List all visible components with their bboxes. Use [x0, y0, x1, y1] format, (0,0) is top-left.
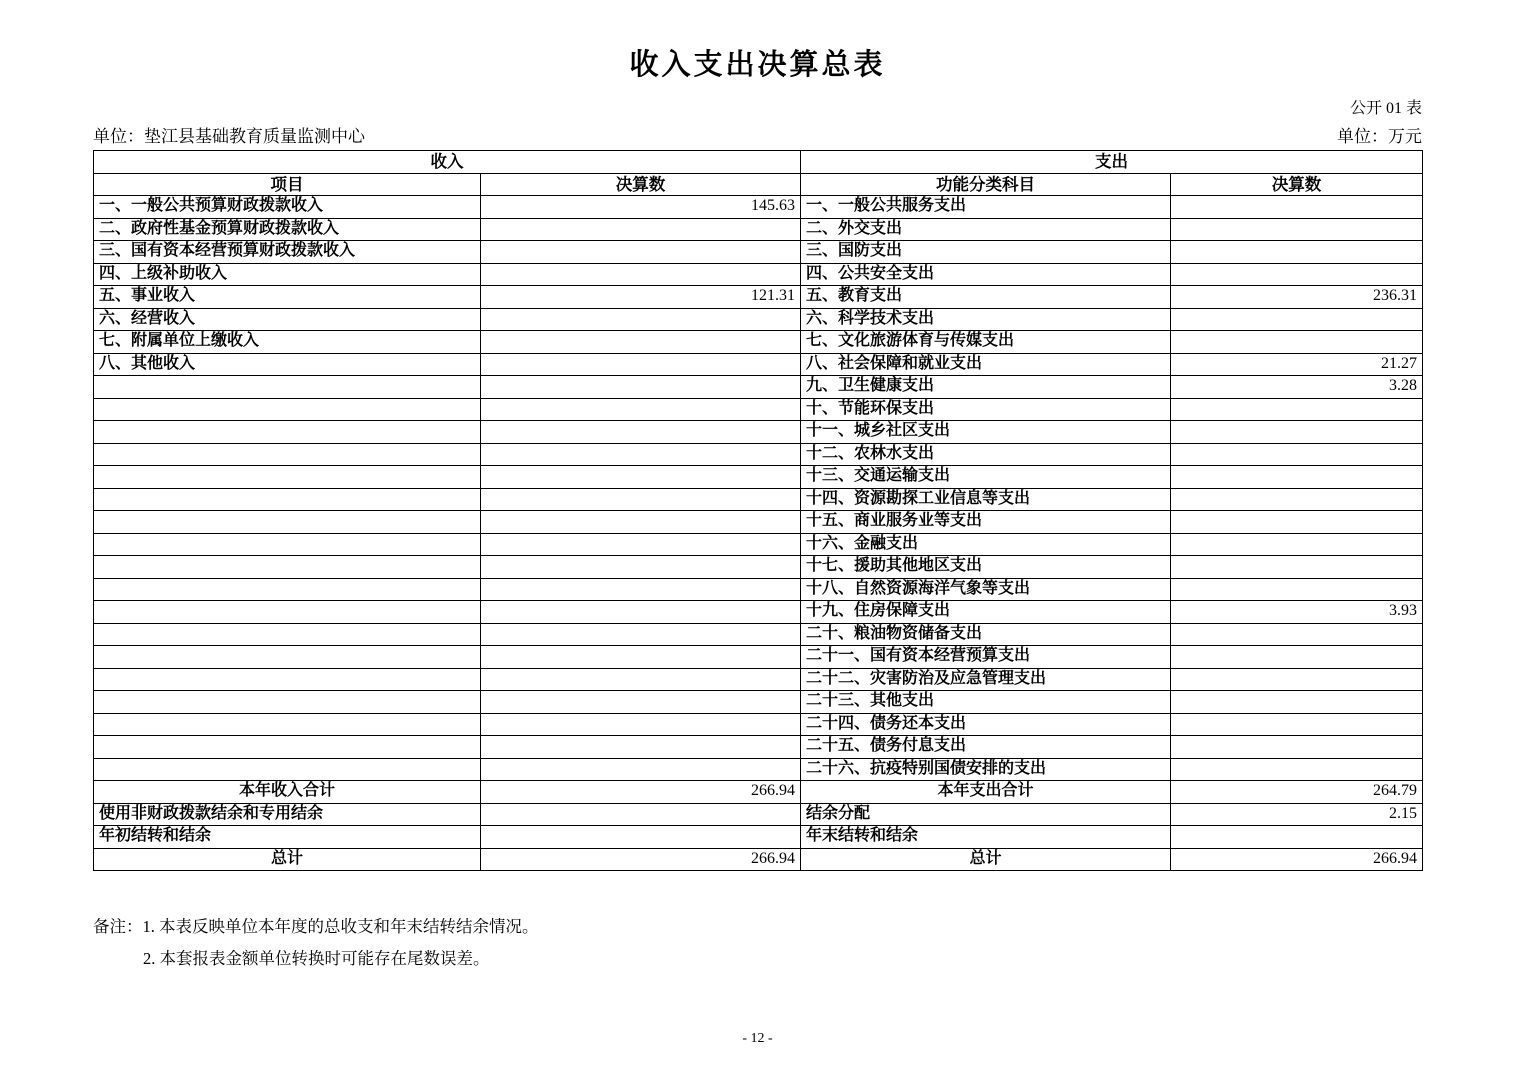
expense-item-cell: 二十三、其他支出 [801, 691, 1171, 714]
expense-item-cell: 十三、交通运输支出 [801, 466, 1171, 489]
expense-amount-cell [1171, 668, 1423, 691]
table-row [94, 466, 1423, 489]
income-amount-cell [481, 331, 801, 354]
income-item-cell [94, 488, 481, 511]
expense-amount-cell [1171, 308, 1423, 331]
income-section-header: 收入 [94, 151, 801, 174]
income-item-cell [94, 511, 481, 534]
col-header-expense-amount: 决算数 [1171, 173, 1423, 196]
income-amount-cell [481, 376, 801, 399]
table-row [94, 376, 1423, 399]
table-body [94, 196, 1423, 871]
table-row [94, 601, 1423, 624]
table-row [94, 646, 1423, 669]
expense-amount-cell [1171, 826, 1423, 849]
table-row [94, 758, 1423, 781]
income-item-cell [94, 556, 481, 579]
note-line-2: 2. 本套报表金额单位转换时可能存在尾数误差。 [143, 949, 490, 968]
table-row [94, 533, 1423, 556]
summary-row [94, 848, 1423, 871]
expense-item-cell: 十一、城乡社区支出 [801, 421, 1171, 444]
income-amount-cell [481, 713, 801, 736]
expense-amount-cell [1171, 196, 1423, 219]
income-amount-cell: 145.63 [481, 196, 801, 219]
expense-item-cell: 二十一、国有资本经营预算支出 [801, 646, 1171, 669]
income-item-cell [94, 758, 481, 781]
expense-amount-cell [1171, 736, 1423, 759]
expense-amount-cell [1171, 466, 1423, 489]
expense-amount-cell [1171, 578, 1423, 601]
table-row [94, 443, 1423, 466]
income-item-cell [94, 646, 481, 669]
expense-amount-cell [1171, 331, 1423, 354]
table-row [94, 668, 1423, 691]
page-title: 收入支出决算总表 [629, 49, 886, 81]
expense-amount-cell [1171, 623, 1423, 646]
table-row [94, 713, 1423, 736]
income-amount-cell [481, 421, 801, 444]
note-line-1: 备注：1. 本表反映单位本年度的总收支和年末结转结余情况。 [93, 917, 539, 936]
table-row [94, 421, 1423, 444]
table-row [94, 308, 1423, 331]
income-amount-cell [481, 263, 801, 286]
expense-item-cell: 十八、自然资源海洋气象等支出 [801, 578, 1171, 601]
expense-amount-cell [1171, 263, 1423, 286]
income-item-cell: 年初结转和结余 [94, 826, 481, 849]
income-amount-cell [481, 758, 801, 781]
income-item-cell: 三、国有资本经营预算财政拨款收入 [94, 241, 481, 264]
income-amount-cell [481, 308, 801, 331]
income-amount-cell [481, 398, 801, 421]
column-header-row [94, 173, 1423, 196]
income-amount-cell [481, 241, 801, 264]
summary-row [94, 803, 1423, 826]
unit-name: 单位：垫江县基础教育质量监测中心 [93, 127, 365, 146]
table-row [94, 691, 1423, 714]
unit-row [93, 122, 1422, 147]
expense-amount-cell: 236.31 [1171, 286, 1423, 309]
income-amount-cell [481, 488, 801, 511]
expense-amount-cell: 2.15 [1171, 803, 1423, 826]
income-amount-cell [481, 601, 801, 624]
income-item-cell: 六、经营收入 [94, 308, 481, 331]
income-item-cell: 五、事业收入 [94, 286, 481, 309]
income-amount-cell [481, 691, 801, 714]
income-item-cell: 本年收入合计 [94, 781, 481, 804]
expense-item-cell: 十六、金融支出 [801, 533, 1171, 556]
expense-item-cell: 结余分配 [801, 803, 1171, 826]
table-row [94, 331, 1423, 354]
income-item-cell [94, 601, 481, 624]
income-amount-cell [481, 578, 801, 601]
expense-amount-cell [1171, 533, 1423, 556]
expense-amount-cell [1171, 241, 1423, 264]
expense-item-cell: 二十二、灾害防治及应急管理支出 [801, 668, 1171, 691]
expense-item-cell: 九、卫生健康支出 [801, 376, 1171, 399]
income-item-cell: 四、上级补助收入 [94, 263, 481, 286]
summary-row [94, 826, 1423, 849]
table-row [94, 623, 1423, 646]
expense-item-cell: 十二、农林水支出 [801, 443, 1171, 466]
table-row [94, 218, 1423, 241]
expense-section-header: 支出 [801, 151, 1423, 174]
expense-item-cell: 五、教育支出 [801, 286, 1171, 309]
income-amount-cell [481, 511, 801, 534]
expense-amount-cell: 264.79 [1171, 781, 1423, 804]
table-row [94, 511, 1423, 534]
income-item-cell [94, 533, 481, 556]
income-amount-cell [481, 803, 801, 826]
income-amount-cell [481, 218, 801, 241]
expense-item-cell: 十九、住房保障支出 [801, 601, 1171, 624]
table-row [94, 556, 1423, 579]
expense-amount-cell [1171, 646, 1423, 669]
expense-item-cell: 十、节能环保支出 [801, 398, 1171, 421]
income-amount-cell [481, 533, 801, 556]
income-item-cell [94, 443, 481, 466]
income-amount-cell: 266.94 [481, 848, 801, 871]
income-item-cell [94, 578, 481, 601]
section-header-row [94, 151, 1423, 174]
expense-amount-cell: 21.27 [1171, 353, 1423, 376]
income-amount-cell: 121.31 [481, 286, 801, 309]
income-amount-cell [481, 826, 801, 849]
expense-item-cell: 七、文化旅游体育与传媒支出 [801, 331, 1171, 354]
expense-amount-cell [1171, 556, 1423, 579]
table-row [94, 578, 1423, 601]
summary-row [94, 781, 1423, 804]
table-row [94, 736, 1423, 759]
table-row [94, 196, 1423, 219]
table-row [94, 241, 1423, 264]
page-number: - 12 - [742, 1031, 773, 1046]
expense-item-cell: 三、国防支出 [801, 241, 1171, 264]
expense-item-cell: 二十四、债务还本支出 [801, 713, 1171, 736]
expense-item-cell: 本年支出合计 [801, 781, 1171, 804]
income-item-cell: 一、一般公共预算财政拨款收入 [94, 196, 481, 219]
expense-amount-cell [1171, 758, 1423, 781]
income-amount-cell [481, 668, 801, 691]
income-amount-cell [481, 646, 801, 669]
expense-item-cell: 十七、援助其他地区支出 [801, 556, 1171, 579]
expense-item-cell: 四、公共安全支出 [801, 263, 1171, 286]
expense-amount-cell [1171, 713, 1423, 736]
income-amount-cell [481, 443, 801, 466]
expense-item-cell: 十四、资源勘探工业信息等支出 [801, 488, 1171, 511]
income-item-cell: 七、附属单位上缴收入 [94, 331, 481, 354]
income-item-cell [94, 398, 481, 421]
doc-label: 公开 01 表 [1349, 100, 1422, 117]
income-item-cell [94, 421, 481, 444]
expense-item-cell: 二十、粮油物资储备支出 [801, 623, 1171, 646]
col-header-income-item: 项目 [94, 173, 481, 196]
table-row [94, 286, 1423, 309]
expense-amount-cell [1171, 421, 1423, 444]
expense-amount-cell [1171, 691, 1423, 714]
expense-item-cell: 二十六、抗疫特别国债安排的支出 [801, 758, 1171, 781]
expense-item-cell: 一、一般公共服务支出 [801, 196, 1171, 219]
income-item-cell [94, 623, 481, 646]
col-header-expense-item: 功能分类科目 [801, 173, 1171, 196]
unit-currency: 单位：万元 [1337, 127, 1422, 146]
expense-item-cell: 二、外交支出 [801, 218, 1171, 241]
notes-block [93, 913, 1422, 969]
income-item-cell [94, 713, 481, 736]
expense-amount-cell: 3.28 [1171, 376, 1423, 399]
income-amount-cell: 266.94 [481, 781, 801, 804]
expense-item-cell: 六、科学技术支出 [801, 308, 1171, 331]
income-item-cell: 使用非财政拨款结余和专用结余 [94, 803, 481, 826]
expense-item-cell: 十五、商业服务业等支出 [801, 511, 1171, 534]
expense-item-cell: 总计 [801, 848, 1171, 871]
income-amount-cell [481, 623, 801, 646]
expense-amount-cell [1171, 443, 1423, 466]
expense-amount-cell [1171, 218, 1423, 241]
income-item-cell: 总计 [94, 848, 481, 871]
table-row [94, 488, 1423, 511]
income-item-cell [94, 668, 481, 691]
expense-amount-cell [1171, 398, 1423, 421]
table-row [94, 398, 1423, 421]
income-amount-cell [481, 736, 801, 759]
col-header-income-amount: 决算数 [481, 173, 801, 196]
income-amount-cell [481, 353, 801, 376]
income-item-cell: 二、政府性基金预算财政拨款收入 [94, 218, 481, 241]
table-row [94, 353, 1423, 376]
expense-item-cell: 八、社会保障和就业支出 [801, 353, 1171, 376]
expense-amount-cell [1171, 511, 1423, 534]
expense-amount-cell: 266.94 [1171, 848, 1423, 871]
budget-table [93, 150, 1423, 871]
expense-item-cell: 年末结转和结余 [801, 826, 1171, 849]
expense-item-cell: 二十五、债务付息支出 [801, 736, 1171, 759]
income-item-cell [94, 376, 481, 399]
income-amount-cell [481, 466, 801, 489]
expense-amount-cell [1171, 488, 1423, 511]
expense-amount-cell: 3.93 [1171, 601, 1423, 624]
income-amount-cell [481, 556, 801, 579]
table-row [94, 263, 1423, 286]
income-item-cell: 八、其他收入 [94, 353, 481, 376]
income-item-cell [94, 691, 481, 714]
income-item-cell [94, 736, 481, 759]
income-item-cell [94, 466, 481, 489]
